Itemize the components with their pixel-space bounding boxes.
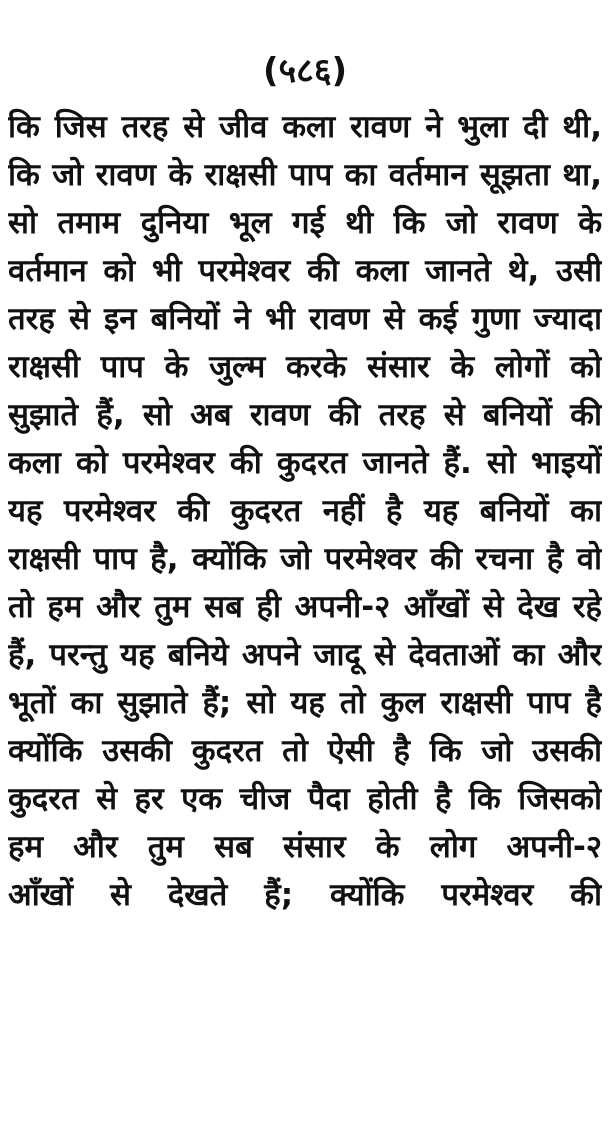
text-line: तरह से इन बनियों ने भी रावण से कई गुणा ज्यादा	[8, 301, 602, 337]
text-line: राक्षसी पाप के जुल्म करके संसार के लोगों को	[8, 349, 602, 385]
text-line: कला को परमेश्वर की कुदरत जानते हैं. सो भाइयों	[8, 445, 602, 481]
text-line: सो तमाम दुनिया भूल गई थी कि जो रावण के	[8, 205, 602, 241]
text-line: तो हम और तुम सब ही अपनी-२ आँखों से देख रहे	[8, 589, 602, 625]
text-line: आँखों से देखते हैं; क्योंकि परमेश्वर की	[8, 877, 602, 913]
text-line: भूतों का सुझाते हैं; सो यह तो कुल राक्षसी पाप है	[8, 685, 602, 721]
text-line: हैं, परन्तु यह बनिये अपने जादू से देवताओं का और	[8, 637, 602, 673]
text-line: यह परमेश्वर की कुदरत नहीं है यह बनियों का	[8, 493, 602, 529]
text-line: कि जो रावण के राक्षसी पाप का वर्तमान सूझता था,	[8, 157, 602, 193]
text-line: सुझाते हैं, सो अब रावण की तरह से बनियों की	[8, 397, 602, 433]
text-line: हम और तुम सब संसार के लोग अपनी-२	[8, 829, 602, 865]
page-text	[8, 103, 602, 919]
text-line: वर्तमान को भी परमेश्वर की कला जानते थे, उसी	[8, 253, 602, 289]
text-line: कि जिस तरह से जीव कला रावण ने भुला दी थी,	[8, 109, 602, 145]
text-line: क्योंकि उसकी कुदरत तो ऐसी है कि जो उसकी	[8, 733, 602, 769]
page-number: (५८६)	[262, 51, 348, 91]
text-line: राक्षसी पाप है, क्योंकि जो परमेश्वर की रचना है वो	[8, 541, 602, 577]
text-line: कुदरत से हर एक चीज पैदा होती है कि जिसको	[8, 781, 602, 817]
